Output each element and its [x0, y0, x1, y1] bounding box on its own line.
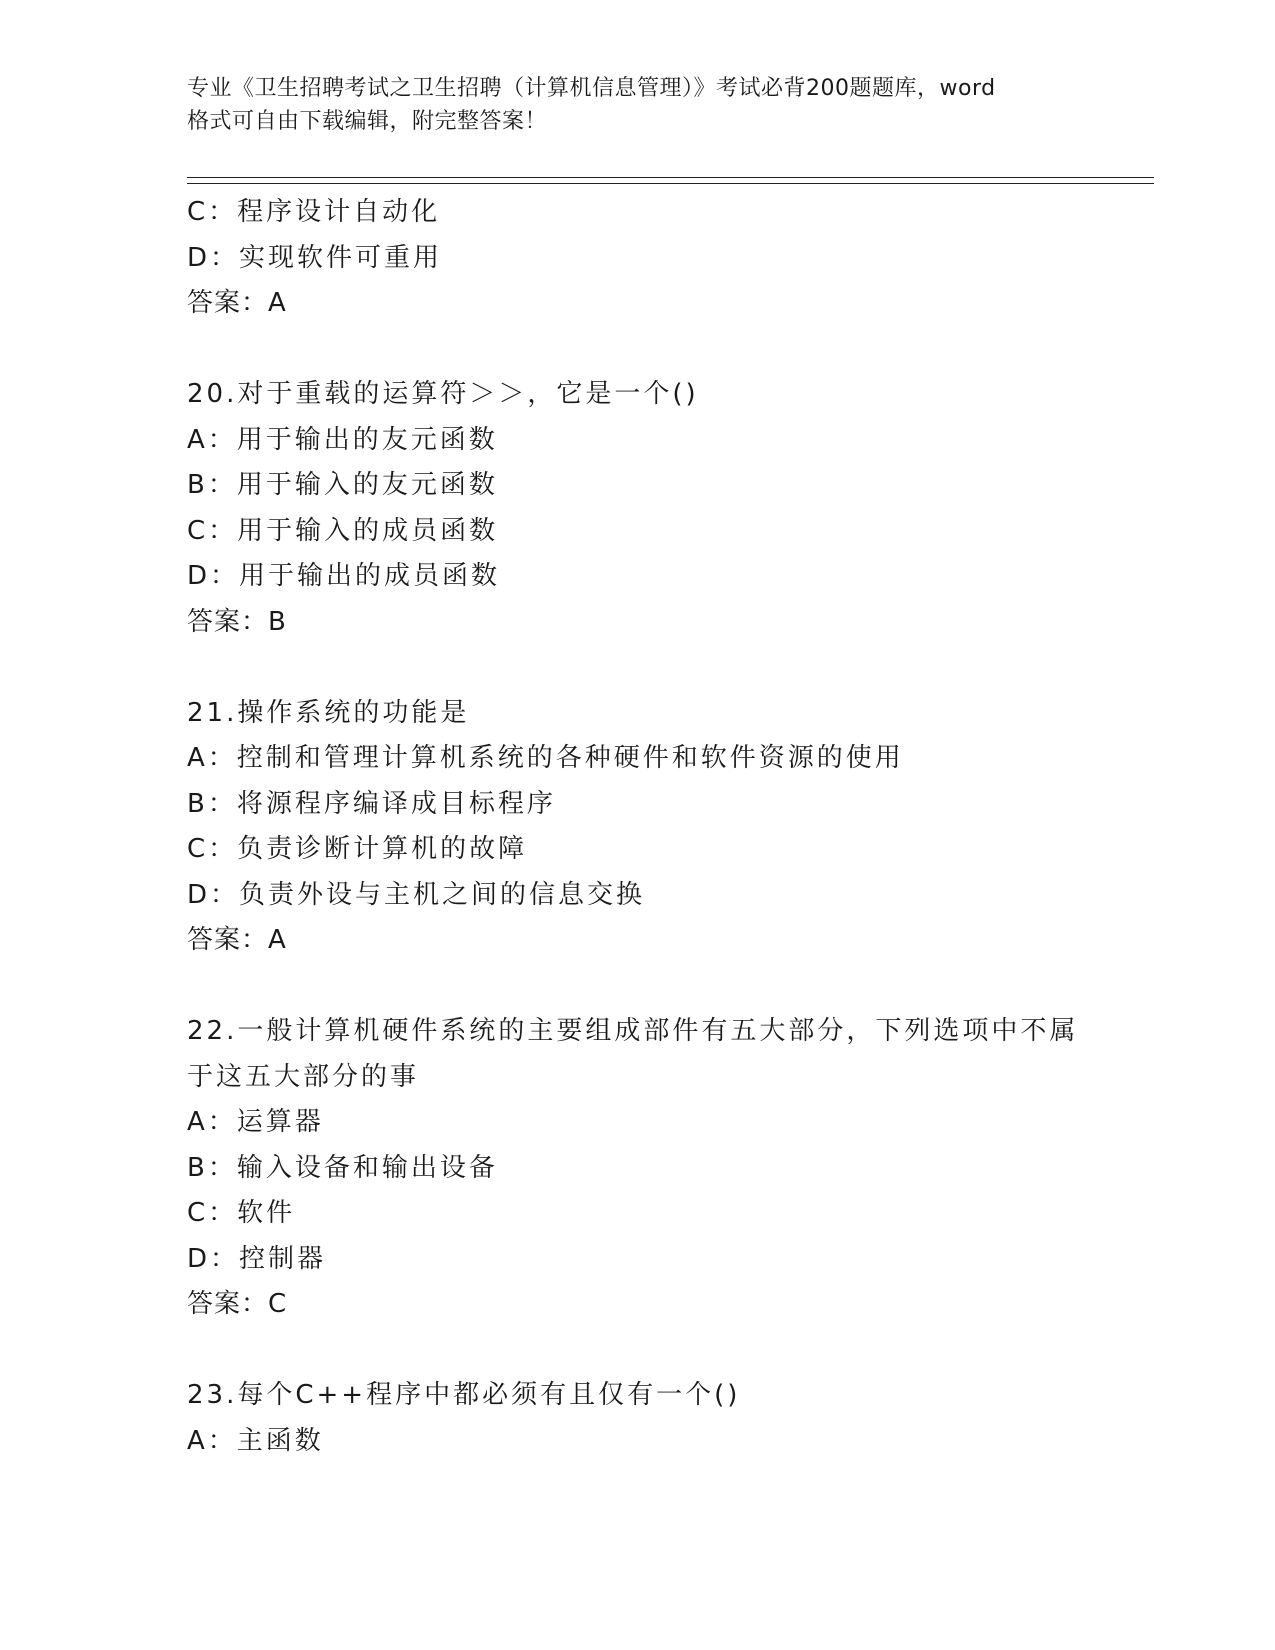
answer: 答案：A [187, 925, 287, 955]
option-d: D：负责外设与主机之间的信息交换 [187, 879, 646, 910]
question-stem: 21.操作系统的功能是 [187, 697, 470, 728]
spacer [187, 1328, 1087, 1374]
document-header [187, 72, 1087, 138]
option-d: D：控制器 [187, 1243, 327, 1274]
answer: 答案：A [187, 288, 287, 318]
question-block-23 [187, 1373, 1087, 1464]
question-block-22 [187, 1009, 1087, 1328]
question-stem: 23.每个C++程序中都必须有且仅有一个() [187, 1380, 741, 1410]
question-stem: 22.一般计算机硬件系统的主要组成部件有五大部分，下列选项中不属 [187, 1016, 1079, 1046]
option-a: A：运算器 [187, 1107, 324, 1137]
header-line-2: 格式可自由下载编辑，附完整答案！ [187, 109, 548, 134]
question-block-20 [187, 372, 1087, 645]
option-d: D：用于输出的成员函数 [187, 561, 501, 591]
option-b: B：将源程序编译成目标程序 [187, 788, 556, 819]
option-b: B：用于输入的友元函数 [187, 470, 498, 500]
spacer [187, 327, 1087, 373]
answer: 答案：B [187, 606, 287, 637]
option-c: C：程序设计自动化 [187, 197, 441, 227]
option-a: A：控制和管理计算机系统的各种硬件和软件资源的使用 [187, 743, 904, 773]
option-d: D：实现软件可重用 [187, 242, 443, 273]
option-a: A：主函数 [187, 1425, 324, 1456]
option-c: C：用于输入的成员函数 [187, 515, 499, 546]
header-divider-bottom [187, 183, 1154, 184]
spacer [187, 964, 1087, 1010]
spacer [187, 645, 1087, 691]
question-block-19-tail [187, 190, 1087, 327]
option-a: A：用于输出的友元函数 [187, 424, 498, 455]
question-list [187, 190, 1087, 1464]
header-line-1: 专业《卫生招聘考试之卫生招聘（计算机信息管理）》考试必背200题题库，word [187, 76, 996, 101]
header-divider-top [187, 177, 1154, 178]
question-stem: 20.对于重载的运算符＞＞，它是一个() [187, 379, 699, 409]
question-stem-continued: 于这五大部分的事 [187, 1061, 420, 1092]
option-c: C：负责诊断计算机的故障 [187, 834, 528, 864]
answer: 答案：C [187, 1289, 288, 1319]
option-b: B：输入设备和输出设备 [187, 1152, 498, 1183]
option-c: C：软件 [187, 1198, 296, 1228]
question-block-21 [187, 691, 1087, 964]
